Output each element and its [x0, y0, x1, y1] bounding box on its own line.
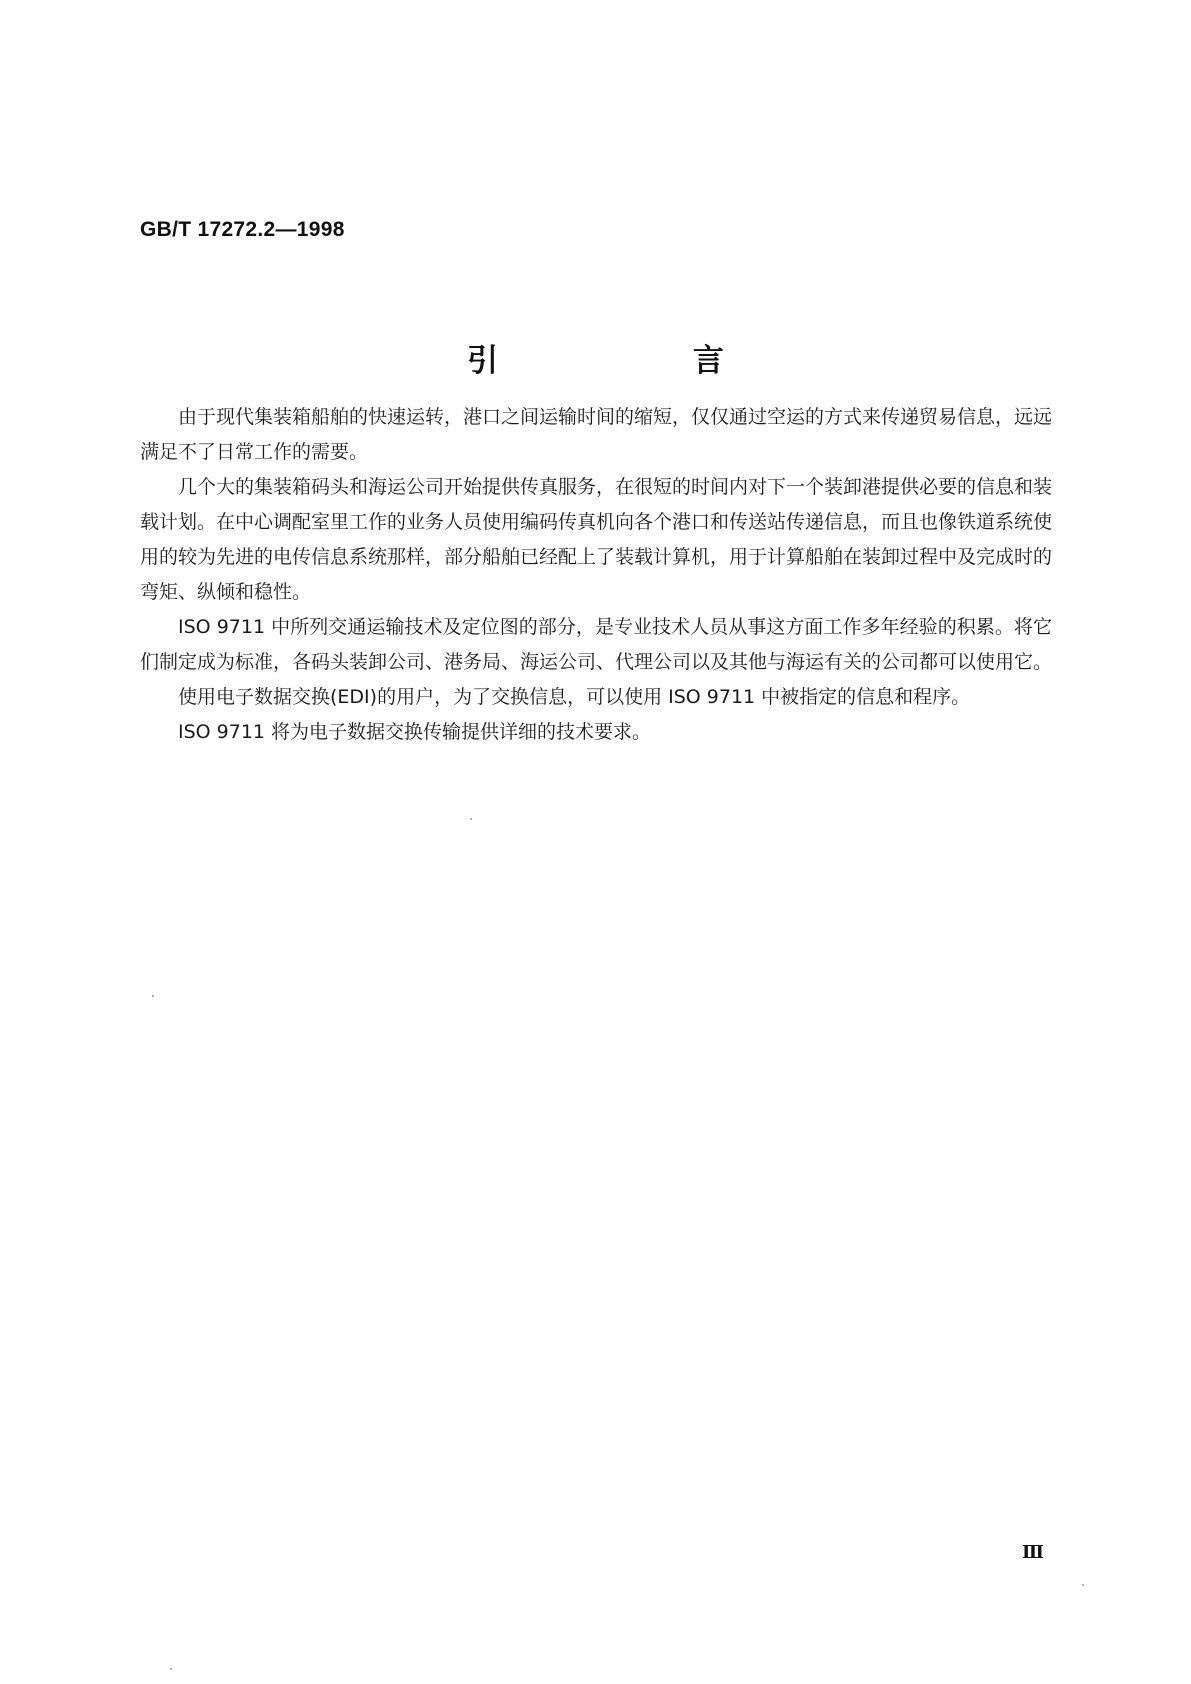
section-title: 引 言 — [467, 343, 816, 379]
paragraph-2: 几个大的集装箱码头和海运公司开始提供传真服务，在很短的时间内对下一个装卸港提供必要的信息和装载计划。在中心调配室里工作的业务人员使用编码传真机向各个港口和传送站传递信息，而且也像铁道系统使用的较为先进的电传信息系统那样，部分船舶已经配上了装载计算机，用于计算船舶在装卸过程中及完成时的弯矩、纵倾和稳性。 — [140, 476, 1053, 603]
scan-speck — [1082, 1584, 1084, 1586]
paragraph-4: 使用电子数据交换(EDI)的用户，为了交换信息，可以使用 ISO 9711 中被指定的信息和程序。 — [178, 686, 971, 708]
paragraph-5: ISO 9711 将为电子数据交换传输提供详细的技术要求。 — [178, 721, 652, 743]
paragraph-1: 由于现代集装箱船舶的快速运转，港口之间运输时间的缩短，仅仅通过空运的方式来传递贸易信息，远远满足不了日常工作的需要。 — [140, 406, 1053, 463]
scan-speck — [170, 1668, 172, 1670]
scan-speck — [152, 995, 154, 997]
paragraph-3: ISO 9711 中所列交通运输技术及定位图的部分，是专业技术人员从事这方面工作多年经验的积累。将它们制定成为标准，各码头装卸公司、港务局、海运公司、代理公司以及其他与海运有关的公司都可以使用它。 — [140, 616, 1053, 673]
scan-speck — [470, 818, 472, 820]
standard-code: GB/T 17272.2—1998 — [140, 218, 345, 241]
body-text — [140, 400, 1052, 750]
page-number: Ⅲ — [1022, 1542, 1044, 1563]
